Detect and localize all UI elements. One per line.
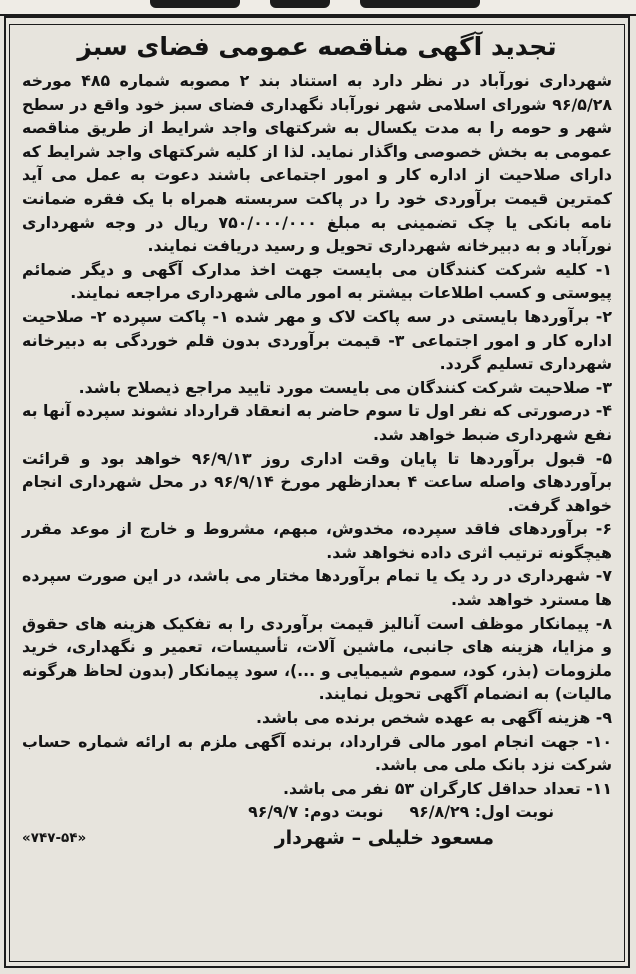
notice-item: ۲- برآوردها بایستی در سه پاکت لاک و مهر شده ۱- پاکت سپرده ۲- صلاحیت اداره کار و امور اجتماعی ۳- قیمت برآوردی بدون قلم خوردگی به دبیرخانه شهرداری تسلیم گردد.	[22, 306, 612, 374]
notice-box	[9, 24, 625, 962]
notice-intro: شهرداری نورآباد در نظر دارد به استناد بند ۲ مصوبه شماره ۴۸۵ مورخه ۹۶/۵/۲۸ شورای اسلامی شهر نورآباد نگهداری فضای سبز خود واقع در سطح شهر و حومه را به مدت یکسال به شرکتهای واجد شرایط از طریق مناقصه عمومی به بخش خصوصی واگذار نماید. لذا از کلیه شرکتهای واجد شرایط که دارای صلاحیت از اداره کار و امور اجتماعی باشند دعوت به عمل می آید کمترین قیمت برآوردی خود را در پاکت سربسته همراه با یک فقره ضمانت نامه بانکی یا چک تضمینی به مبلغ ۷۵۰/۰۰۰/۰۰۰ ریال در وجه شهرداری نورآباد و به دبیرخانه شهرداری تحویل و رسید دریافت نمایند.	[22, 71, 612, 256]
second-turn-date: نوبت دوم: ۹۶/۹/۷	[248, 802, 384, 822]
notice-title: تجدید آگهی مناقصه عمومی فضای سبز	[77, 32, 557, 61]
notice-item: ۵- قبول برآوردها تا پایان وقت اداری روز ۹۶/۹/۱۳ خواهد بود و قرائت برآوردهای واصله ساعت ۴ بعدازظهر مورخ ۹۶/۹/۱۴ در محل شهرداری انجام خواهد گرفت.	[22, 448, 613, 515]
notice-item: ۶- برآوردهای فاقد سپرده، مخدوش، مبهم، مشروط و خارج از موعد مقرر هیچگونه ترتیب اثری داده نخواهد شد.	[22, 519, 612, 562]
signature-row	[22, 824, 612, 852]
notice-item: ۴- درصورتی که نفر اول تا سوم حاضر به انعقاد قرارداد نشوند سپرده آنها به نفع شهرداری ضبط خواهد شد.	[22, 401, 612, 444]
notice-item: ۷- شهرداری در رد یک یا تمام برآوردها مختار می باشد، در این صورت سپرده ها مسترد خواهد شد.	[22, 566, 612, 610]
notice-item: ۱- کلیه شرکت کنندگان می بایست جهت اخذ مدارک آگهی و دیگر ضمائم پیوستی و کسب اطلاعات بیشتر به امور مالی شهرداری مراجعه نمایند.	[22, 259, 612, 303]
notice-code: «۷۴۷-۵۴»	[22, 830, 87, 846]
publication-dates	[22, 800, 612, 824]
previous-article-strip	[0, 0, 636, 16]
notice-item: ۳- صلاحیت شرکت کنندگان می بایست مورد تایید مراجع ذیصلاح باشد.	[78, 377, 612, 397]
first-turn-date: نوبت اول: ۹۶/۸/۲۹	[409, 802, 554, 822]
notice-item: ۸- پیمانکار موظف است آنالیز قیمت برآوردی را به تفکیک هزینه های حقوق و مزایا، هزینه های جانبی، ماشین آلات، تأسیسات، تعمیر و نگهداری، خرید ملزومات (بذر، کود، سموم شیمیایی و ...)، سود پیمانکار (بدون لحاظ هرگونه مالیات) به انضمام آگهی تحویل نمایند.	[22, 613, 612, 704]
notice-item: ۹- هزینه آگهی به عهده شخص برنده می باشد.	[255, 708, 612, 728]
notice-item: ۱۱- تعداد حداقل کارگران ۵۳ نفر می باشد.	[282, 778, 612, 798]
notice-item: ۱۰- جهت انجام امور مالی قرارداد، برنده آگهی ملزم به ارائه شماره حساب شرکت نزد بانک ملی می باشد.	[22, 731, 612, 775]
mayor-signature: مسعود خلیلی – شهردار	[274, 827, 494, 849]
